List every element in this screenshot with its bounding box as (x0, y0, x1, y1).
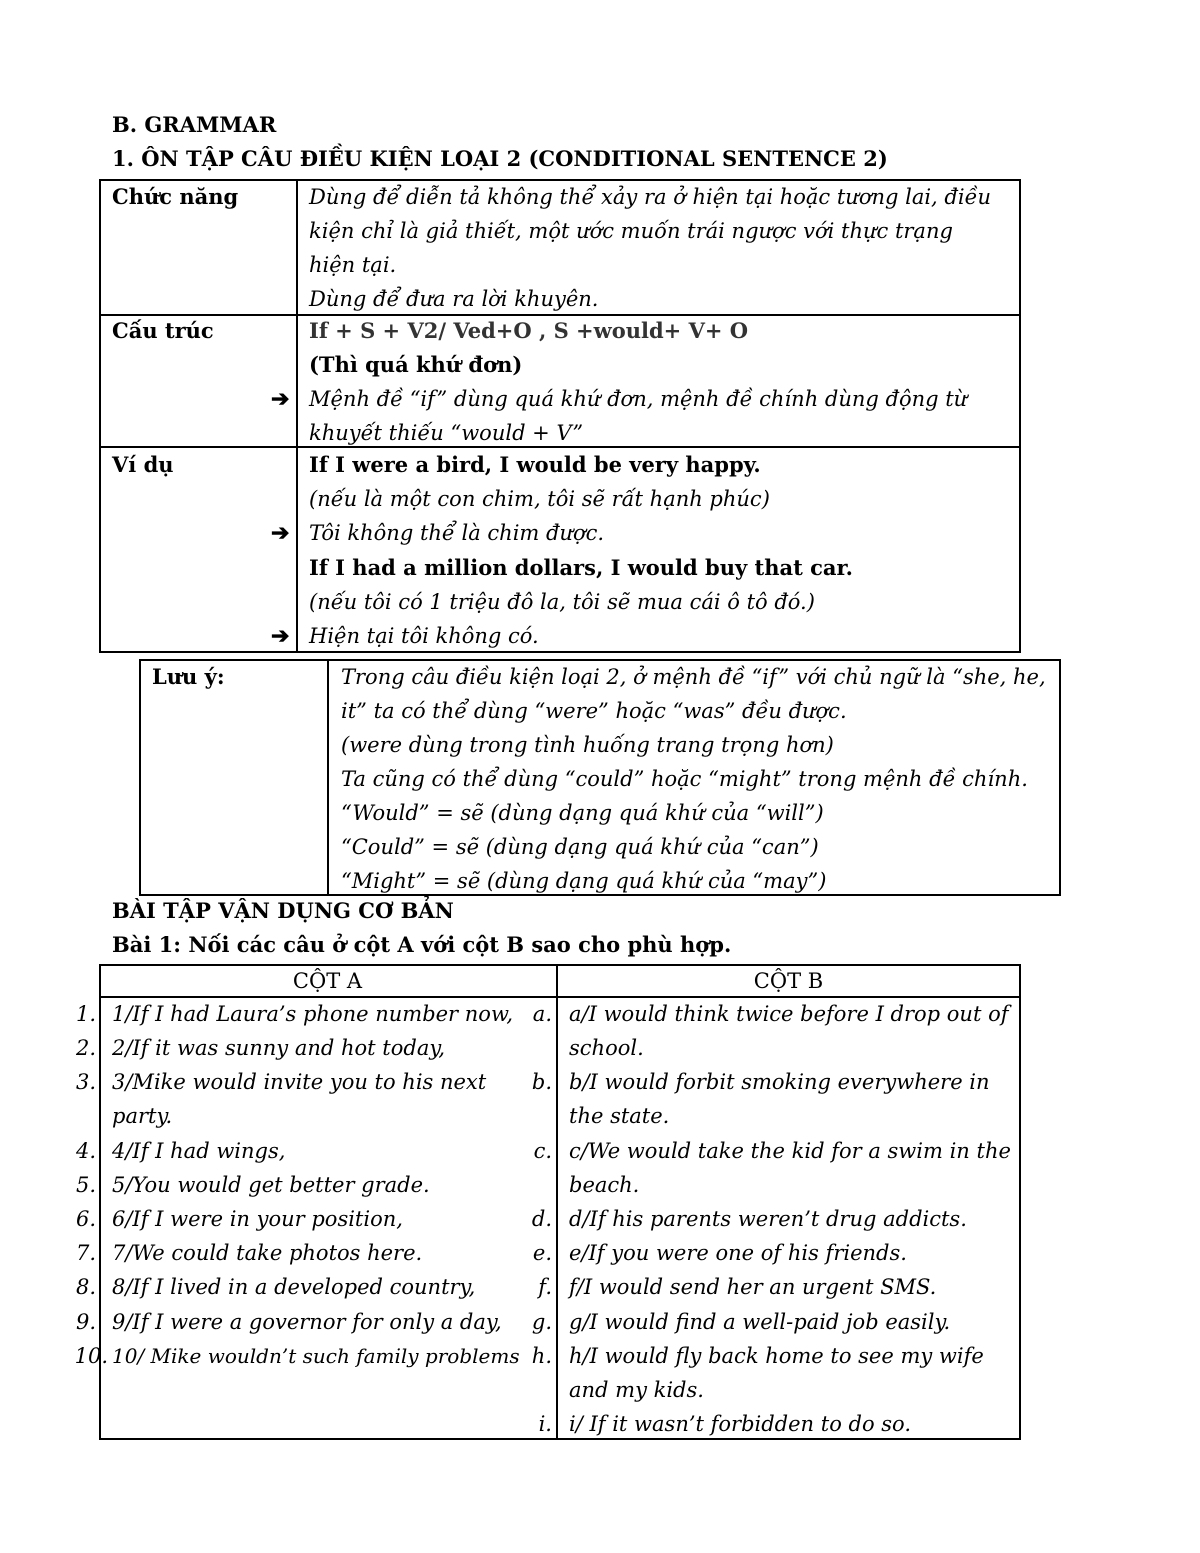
example-translation: (nếu là một con chim, tôi sẽ rất hạnh phúc) (309, 487, 770, 511)
example-label: Ví dụ (112, 452, 174, 477)
note-text: it” ta có thể dùng “were” hoặc “was” đều được. (341, 699, 847, 723)
note-text: “Would” = sẽ (dùng dạng quá khứ của “will”) (341, 801, 824, 825)
note-text: Ta cũng có thể dùng “could” hoặc “might” trong mệnh đề chính. (341, 767, 1028, 791)
exercise-title: Bài 1: Nối các câu ở cột A với cột B sao cho phù hợp. (112, 932, 732, 957)
function-text: Dùng để đưa ra lời khuyên. (309, 287, 599, 311)
list-letter: b. (531, 1070, 552, 1094)
column-a-item: 7/We could take photos here. (112, 1241, 423, 1265)
column-b-item: i/ If it wasn’t forbidden to do so. (569, 1412, 911, 1436)
list-letter: h. (531, 1344, 552, 1368)
column-b-item: beach. (569, 1173, 640, 1197)
column-b-item: d/If his parents weren’t drug addicts. (569, 1207, 967, 1231)
list-letter: a. (532, 1002, 552, 1026)
list-number: 1. (75, 1002, 96, 1026)
list-number: 9. (75, 1310, 96, 1334)
column-b-item: a/I would think twice before I drop out of (569, 1002, 1009, 1026)
list-number: 3. (75, 1070, 96, 1094)
function-text: kiện chỉ là giả thiết, một ước muốn trái ngược với thực trạng (309, 219, 953, 243)
note-text: “Might” = sẽ (dùng dạng quá khứ của “may”) (341, 869, 827, 893)
structure-tense: (Thì quá khứ đơn) (309, 352, 523, 377)
column-a-item: 3/Mike would invite you to his next (112, 1070, 487, 1094)
column-a-item: 5/You would get better grade. (112, 1173, 430, 1197)
list-number: 2. (75, 1036, 96, 1060)
list-number: 5. (75, 1173, 96, 1197)
list-letter: c. (533, 1139, 552, 1163)
column-a-item: 2/If it was sunny and hot today, (112, 1036, 446, 1060)
structure-note: khuyết thiếu “would + V” (309, 421, 584, 445)
column-b-item: the state. (569, 1104, 670, 1128)
list-letter: f. (538, 1275, 552, 1299)
function-label: Chức năng (112, 184, 239, 209)
column-a-header: CỘT A (292, 969, 363, 993)
column-b-item: school. (569, 1036, 644, 1060)
exercise-heading: BÀI TẬP VẬN DỤNG CƠ BẢN (112, 898, 454, 923)
arrow-right-icon: ➔ (271, 520, 290, 546)
column-b-header: CỘT B (753, 969, 824, 993)
list-number: 8. (75, 1275, 96, 1299)
column-b-item: b/I would forbit smoking everywhere in (569, 1070, 990, 1094)
example-note: Tôi không thể là chim được. (309, 521, 605, 545)
structure-label: Cấu trúc (112, 318, 214, 343)
list-number: 10. (74, 1344, 108, 1368)
note-text: Trong câu điều kiện loại 2, ở mệnh đề “if” với chủ ngữ là “she, he, (341, 665, 1046, 689)
list-letter: g. (531, 1310, 552, 1334)
list-letter: e. (532, 1241, 552, 1265)
column-b-item: f/I would send her an urgent SMS. (569, 1275, 937, 1299)
column-a-item: 6/If I were in your position, (112, 1207, 403, 1231)
function-text: hiện tại. (309, 253, 397, 277)
function-text: Dùng để diễn tả không thể xảy ra ở hiện tại hoặc tương lai, điều (309, 185, 992, 209)
column-a-item: 9/If I were a governor for only a day, (112, 1310, 502, 1334)
column-a-item: 8/If I lived in a developed country, (112, 1275, 476, 1299)
column-b-item: and my kids. (569, 1378, 704, 1402)
list-number: 7. (75, 1241, 96, 1265)
column-a-item: 4/If I had wings, (112, 1139, 286, 1163)
example-translation: (nếu tôi có 1 triệu đô la, tôi sẽ mua cái ô tô đó.) (309, 590, 815, 614)
column-a-item: party. (112, 1104, 173, 1128)
note-label: Lưu ý: (152, 664, 225, 689)
topic-heading: 1. ÔN TẬP CÂU ĐIỀU KIỆN LOẠI 2 (CONDITIONAL SENTENCE 2) (112, 146, 888, 171)
note-text: (were dùng trong tình huống trang trọng hơn) (341, 733, 834, 757)
structure-formula: If + S + V2/ Ved+O , S +would+ V+ O (309, 318, 749, 343)
example-sentence: If I were a bird, I would be very happy. (309, 452, 761, 477)
example-note: Hiện tại tôi không có. (309, 624, 539, 648)
structure-note: Mệnh đề “if” dùng quá khứ đơn, mệnh đề chính dùng động từ (309, 387, 968, 411)
list-number: 6. (75, 1207, 96, 1231)
list-letter: d. (531, 1207, 552, 1231)
list-number: 4. (75, 1139, 96, 1163)
section-heading: B. GRAMMAR (112, 112, 277, 137)
column-b-item: c/We would take the kid for a swim in the (569, 1139, 1011, 1163)
column-a-item: 10/ Mike wouldn’t such family problems (112, 1344, 520, 1368)
arrow-right-icon: ➔ (271, 386, 290, 412)
note-text: “Could” = sẽ (dùng dạng quá khứ của “can”) (341, 835, 819, 859)
column-b-item: h/I would fly back home to see my wife (569, 1344, 984, 1368)
column-b-item: e/If you were one of his friends. (569, 1241, 907, 1265)
example-sentence: If I had a million dollars, I would buy that car. (309, 555, 853, 580)
column-b-item: g/I would find a well-paid job easily. (569, 1310, 951, 1334)
arrow-right-icon: ➔ (271, 623, 290, 649)
column-a-item: 1/If I had Laura’s phone number now, (112, 1002, 514, 1026)
list-letter: i. (538, 1412, 552, 1436)
